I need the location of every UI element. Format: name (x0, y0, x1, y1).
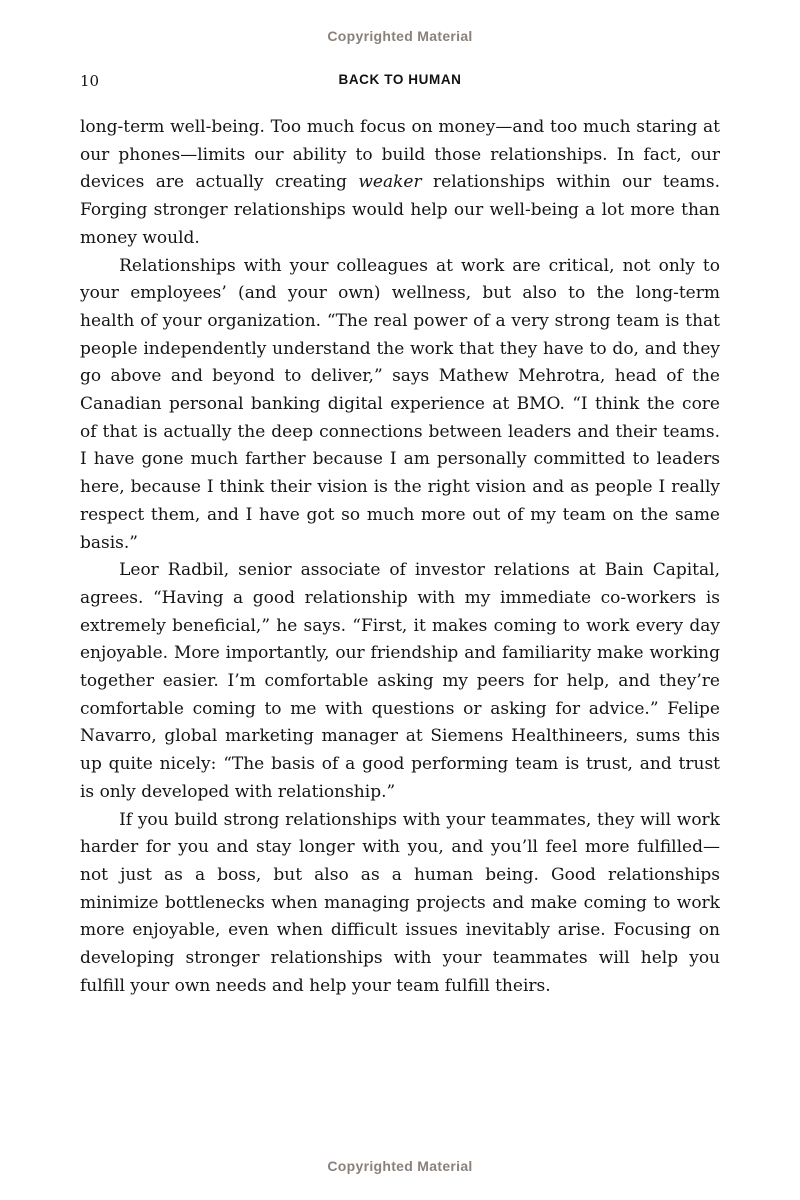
copyright-notice-top: Copyrighted Material (327, 28, 473, 44)
paragraph-4: If you build strong relationships with your teammates, they will work harder for you and stay longer with you, and you’ll feel more fulfilled—not just as a boss, but also as a human being. Good relationships minimize bottlenecks when managing projects and make coming to work more enjoyable, even when difficult issues inevitably arise. Focusing on developing stronger relationships with your teammates will help you fulfill your own needs and help your team fulfill theirs. (80, 809, 720, 996)
italic-word-weaker: weaker (358, 172, 422, 193)
paragraph-2: Relationships with your colleagues at work are critical, not only to your employees’ (and your own) wellness, but also to the long-term health of your organization. “The real power of a very strong team is that people independently understand the work that they have to do, and they go above and beyond to deliver,” says Mathew Mehrotra, head of the Canadian personal banking digital experience at BMO. “I think the core of that is actually the deep connections between leaders and their teams. I have gone much farther because I am personally committed to leaders here, because I think their vision is the right vision and as people I really respect them, and I have got so much more out of my team on the same basis.” (80, 255, 720, 553)
paragraph-1 (80, 114, 720, 253)
paragraph-1-text-start: long-term well-being. Too much focus on money—and too much staring at our phones—limits our ability to build those relationships. In fact, our devices are actually creating (80, 117, 720, 193)
page-header (0, 72, 800, 90)
paragraph-1-text-end: relationships within our teams. Forging stronger relationships would help our well-being a lot more than money would. (80, 172, 720, 248)
page-number: 10 (80, 72, 100, 90)
paragraph-3: Leor Radbil, senior associate of investor relations at Bain Capital, agrees. “Having a good relationship with my immediate co-workers is extremely beneficial,” he says. “First, it makes coming to work every day enjoyable. More importantly, our friendship and familiarity make working together easier. I’m comfortable asking my peers for help, and they’re comfortable coming to me with questions or asking for advice.” Felipe Navarro, global marketing manager at Siemens Healthineers, sums this up quite nicely: “The basis of a good performing team is trust, and trust is only developed with relationship.” (80, 560, 720, 802)
copyright-notice-bottom: Copyrighted Material (327, 1158, 473, 1174)
running-head: BACK TO HUMAN (338, 72, 462, 87)
body-text (0, 114, 800, 1001)
